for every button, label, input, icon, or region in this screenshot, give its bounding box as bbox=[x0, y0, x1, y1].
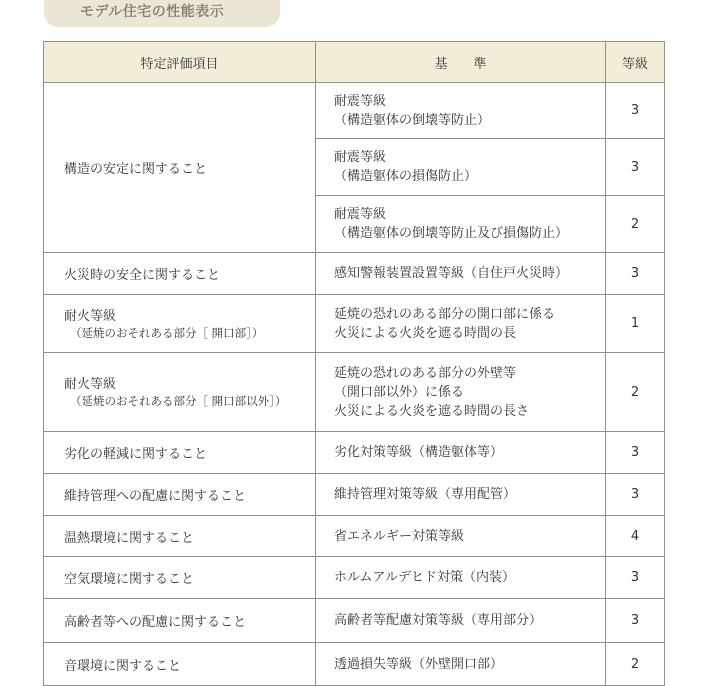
grade-cell: 4 bbox=[606, 516, 665, 557]
criteria-line: 火災による火炎を遮る時間の長さ bbox=[334, 403, 530, 419]
item-label: 耐火等級 bbox=[64, 377, 117, 392]
criteria-cell bbox=[316, 83, 606, 139]
grade-cell: 3 bbox=[606, 474, 665, 516]
criteria-cell: 高齢者等配慮対策等級（専用部分） bbox=[316, 599, 606, 643]
page-title: モデル住宅の性能表示 bbox=[44, 0, 280, 27]
criteria-line: （開口部以外）に係る bbox=[334, 384, 465, 400]
table-row bbox=[44, 643, 665, 686]
item-cell: 構造の安定に関すること bbox=[44, 83, 316, 253]
criteria-line: 耐震等級 bbox=[334, 207, 387, 222]
criteria-cell: ホルムアルデヒド対策（内装） bbox=[316, 557, 606, 599]
grade-cell: 2 bbox=[606, 643, 665, 686]
table-row bbox=[44, 253, 665, 295]
item-cell: 高齢者等への配慮に関すること bbox=[44, 599, 316, 643]
grade-cell: 1 bbox=[606, 295, 665, 353]
table-row bbox=[44, 557, 665, 599]
item-cell: 維持管理への配慮に関すること bbox=[44, 474, 316, 516]
header-grade: 等級 bbox=[606, 42, 665, 83]
criteria-cell bbox=[316, 139, 606, 196]
grade-cell: 3 bbox=[606, 83, 665, 139]
item-cell bbox=[44, 295, 316, 353]
item-cell: 音環境に関すること bbox=[44, 643, 316, 686]
criteria-line: 耐震等級 bbox=[334, 93, 387, 109]
item-cell: 空気環境に関すること bbox=[44, 557, 316, 599]
item-cell bbox=[44, 353, 316, 432]
grade-cell: 3 bbox=[606, 557, 665, 599]
grade-cell: 2 bbox=[606, 196, 665, 253]
criteria-cell: 維持管理対策等級（専用配管） bbox=[316, 474, 606, 516]
table-row bbox=[44, 599, 665, 643]
criteria-cell bbox=[316, 295, 606, 353]
item-label: 耐火等級 bbox=[64, 308, 117, 324]
grade-cell: 3 bbox=[606, 432, 665, 474]
criteria-line: 耐震等級 bbox=[334, 150, 387, 165]
criteria-line: 延焼の恐れのある部分の開口部に係る bbox=[334, 306, 556, 322]
table-row bbox=[44, 353, 665, 432]
item-sublabel: （延焼のおそれある部分［ 開口部以外］） bbox=[70, 394, 287, 408]
grade-cell: 3 bbox=[606, 599, 665, 643]
criteria-cell bbox=[316, 353, 606, 432]
table-row bbox=[44, 474, 665, 516]
item-cell: 火災時の安全に関すること bbox=[44, 253, 316, 295]
item-sublabel: （延焼のおそれある部分［ 開口部］） bbox=[70, 325, 264, 340]
item-cell: 温熱環境に関すること bbox=[44, 516, 316, 557]
item-cell: 劣化の軽減に関すること bbox=[44, 432, 316, 474]
criteria-cell: 感知警報装置設置等級（自住戸火災時） bbox=[316, 253, 606, 295]
criteria-line: 延焼の恐れのある部分の外壁等 bbox=[334, 365, 517, 381]
criteria-line: （構造躯体の倒壊等防止及び損傷防止） bbox=[334, 226, 569, 241]
criteria-cell: 透過損失等級（外壁開口部） bbox=[316, 643, 606, 686]
table-row bbox=[44, 432, 665, 474]
criteria-line: 火災による火炎を遮る時間の長 bbox=[334, 325, 517, 341]
table-row bbox=[44, 295, 665, 353]
table-header-row bbox=[44, 42, 665, 83]
criteria-cell bbox=[316, 196, 606, 253]
header-criteria: 基 準 bbox=[316, 42, 606, 83]
table-row bbox=[44, 83, 665, 139]
criteria-line: （構造躯体の損傷防止） bbox=[334, 169, 478, 184]
criteria-cell: 省エネルギー対策等級 bbox=[316, 516, 606, 557]
grade-cell: 3 bbox=[606, 253, 665, 295]
grade-cell: 2 bbox=[606, 353, 665, 432]
table-row bbox=[44, 516, 665, 557]
criteria-cell: 劣化対策等級（構造躯体等） bbox=[316, 432, 606, 474]
criteria-line: （構造躯体の倒壊等防止） bbox=[334, 112, 491, 128]
performance-table bbox=[43, 41, 665, 686]
header-item: 特定評価項目 bbox=[44, 42, 316, 83]
grade-cell: 3 bbox=[606, 139, 665, 196]
